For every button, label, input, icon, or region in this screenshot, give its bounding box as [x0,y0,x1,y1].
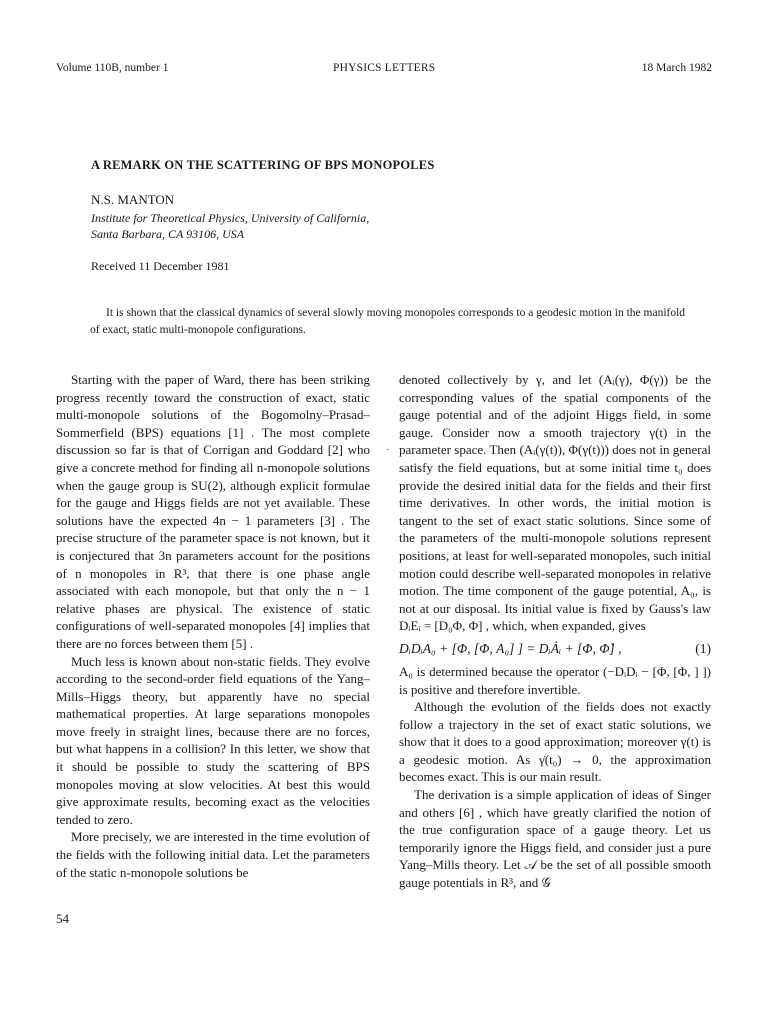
equation-1 [399,637,711,661]
received-date: Received 11 December 1981 [91,259,230,273]
body-paragraph: denoted collectively by γ, and let (Aᵢ(γ), Φ(γ)) be the corresponding values of the spatial components of the gauge potential and of the adjoint Higgs field, in some gauge. Consider now a smooth trajectory γ(t) in the parameter space. Then (Aᵢ(γ(t)), Φ(γ(t))) does not in general satisfy the field equations, but at some initial time t₀ does provide the desired initial data for the fields and their first time derivatives. In other words, the initial motion is tangent to the set of exact static solutions. Since some of the parameters of the multi-monopole solutions represent positions, at least for well-separated monopoles, such initial motion could describe well-separated monopoles in relative motion. The time component of the gauge potential, A₀, is not at our disposal. Its initial value is fixed by Gauss's law DᵢEᵢ = [D₀Φ, Φ] , which, when expanded, gives [399,372,711,634]
right-column [399,371,711,892]
body-paragraph: The derivation is a simple application of ideas of Singer and others [6] , which have greatly clarified the notion of the true configuration space of a gauge theory. Let us temporarily ignore the Higgs field, and consider just a pure Yang–Mills theory. Let 𝒜 be the set of all possible smooth gauge potentials in R³, and 𝒢 [399,787,711,891]
body-paragraph: Much less is known about non-static fields. They evolve according to the second-order field equations of the Yang–Mills–Higgs theory, but apparently have no special mathematical properties. At large separations monopoles move freely in straight lines, because there are no forces, but what happens in a collision? In this letter, we show that it should be possible to study the scattering of BPS monopoles moving at slow velocities. At best this would give approximate results, becoming exact as the velocities tended to zero. [56,653,370,827]
issue-date: 18 March 1982 [641,62,712,74]
body-paragraph: Although the evolution of the fields does not exactly follow a trajectory in the set of exact static solutions, we show that it does to a good approximation; moreover γ(t) is a geodesic motion. As γ̇(t₀) → 0, the approximation becomes exact. This is our main result. [399,699,711,785]
left-column [56,371,370,881]
abstract: It is shown that the classical dynamics of several slowly moving monopoles corresponds to a geodesic motion in the manifold of exact, static multi-monopole configurations. [90,307,686,336]
journal-name: PHYSICS LETTERS [333,62,436,74]
body-paragraph: More precisely, we are interested in the time evolution of the fields with the following initial data. Let the parameters of the static n-monopole solutions be [56,829,370,880]
author-name: N.S. MANTON [91,192,175,207]
author-affiliation [91,210,491,242]
margin-dot: · [386,445,390,456]
affiliation-line-2: Santa Barbara, CA 93106, USA [91,227,245,241]
article-title: A REMARK ON THE SCATTERING OF BPS MONOPOLES [91,158,435,172]
equation-number: (1) [695,640,711,656]
body-paragraph: A₀ is determined because the operator (−DᵢDᵢ − [Φ, [Φ, ] ]) is positive and therefore invertible. [399,663,711,697]
journal-volume: Volume 110B, number 1 [56,62,169,74]
equation-expression: DᵢDᵢA₀ + [Φ, [Φ, A₀] ] = DᵢȦᵢ + [Φ, Φ̇] , [399,640,622,656]
page-number: 54 [56,911,69,926]
affiliation-line-1: Institute for Theoretical Physics, University of California, [91,211,370,225]
body-paragraph: Starting with the paper of Ward, there has been striking progress recently toward the construction of exact, static multi-monopole solutions of the Bogomolny–Prasad–Sommerfield (BPS) equations [1] . The most complete discussion so far is that of Corrigan and Goddard [2] who give a concrete method for finding all n-monopole solutions when the gauge group is SU(2), although explicit formulae for the gauge and Higgs fields are not yet available. These solutions have the expected 4n − 1 parameters [3] . The precise structure of the parameter space is not known, but it is conjectured that 3n parameters account for the positions of n monopoles in R³, that there is one phase angle associated with each monopole, but that only the n − 1 relative phases are physical. The existence of static configurations of well-separated monopoles [4] implies that there are no forces between them [5] . [56,372,370,651]
